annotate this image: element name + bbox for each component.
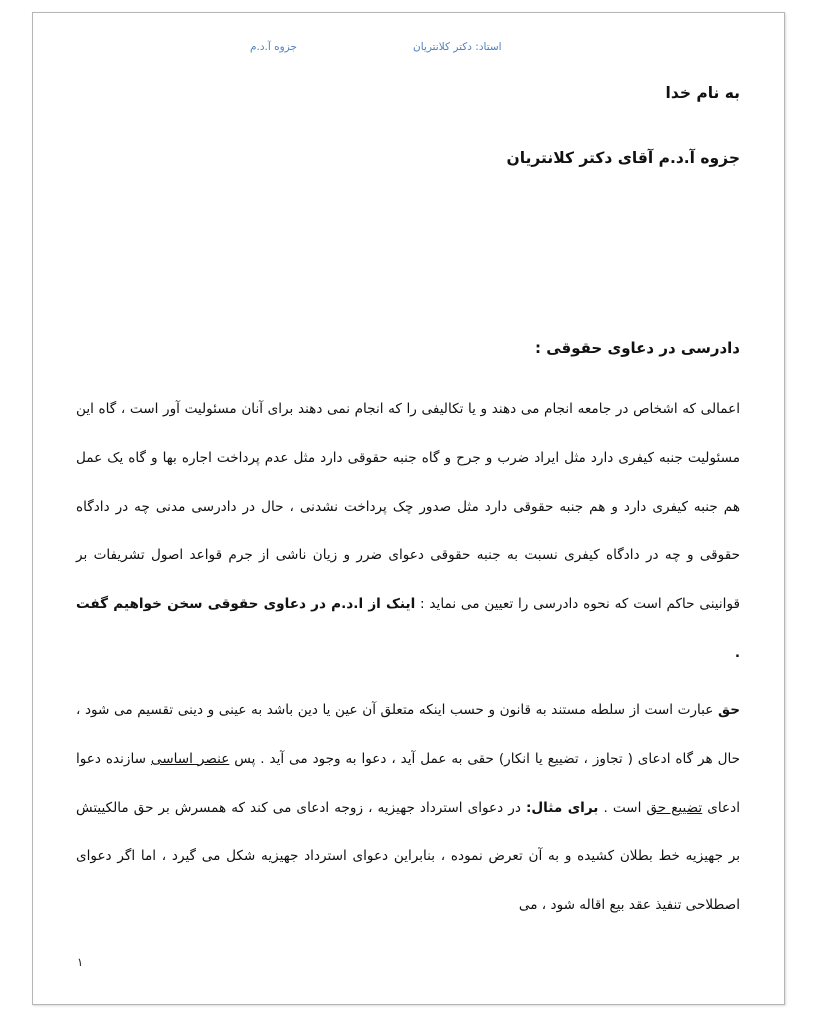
paragraph-1-bold-end: اینک از ا.د.م در دعاوی حقوقی سخن خواهیم گفت . xyxy=(76,596,740,661)
document-invocation: به نام خدا xyxy=(665,84,740,102)
page-number: ۱ xyxy=(77,955,84,969)
header-course-title: جزوه آ.د.م xyxy=(250,41,297,53)
underline-right-violation: تضییع حق xyxy=(646,799,703,816)
document-title: جزوه آ.د.م آقای دکتر کلانتریان xyxy=(506,149,740,167)
paragraph-2-text-1: عبارت است از سلطه مستند به قانون و حسب اینکه متعلق آن عین یا دین باشد به عینی و دینی تقسیم می شود ، حال هر گاه ادعای ( تجاوز ، تضییع یا انکار) حقی به عمل آید ، دعوا به وجود می آید . پس xyxy=(76,702,741,767)
paragraph-2-text-2: سازنده دعوا ادعای xyxy=(76,750,740,816)
header-instructor: استاد: دکتر کلانتریان xyxy=(413,41,502,53)
example-label: برای مثال: xyxy=(525,799,599,816)
term-haq: حق xyxy=(717,702,740,718)
paragraph-1-text: اعمالی که اشخاص در جامعه انجام می دهند و یا تکالیفی را که انجام نمی دهند برای آنان مسئولیت آور است ، گاه این مسئولیت جنبه کیفری دارد مثل ایراد ضرب و جرح و گاه جنبه حقوقی دارد مثل عدم پرداخت اجاره بها و گاه یک عمل هم جنبه کیفری دارد و هم جنبه حقوقی دارد مثل صدور چک پرداخت نشدنی ، حال در دادرسی مدنی چه در دادگاه حقوقی و چه در دادگاه کیفری نسبت به جنبه حقوقی دعوای ضرر و زیان ناشی از جرم قواعد اصول تشریفات بر قوانینی حاکم است که نحوه دادرسی را تعیین می نماید : xyxy=(76,401,740,613)
paragraph-2 xyxy=(76,686,740,930)
section-heading: دادرسی در دعاوی حقوقی : xyxy=(535,339,740,357)
paragraph-2-text-4: در دعوای استرداد جهیزیه ، زوجه ادعای می کند که همسرش بر حق مالکییتش بر جهیزیه خط بطلان کشیده و به آن تعرض نموده ، بنابراین دعوای استرداد جهیزیه شکل می گیرد ، اما اگر دعوای اصطلاحی تنفیذ عقد بیع اقاله شود ، می xyxy=(76,799,740,914)
paragraph-2-text-3: است . xyxy=(598,799,647,816)
paragraph-1 xyxy=(76,385,740,678)
underline-core-element: عنصر اساسی xyxy=(150,750,230,767)
